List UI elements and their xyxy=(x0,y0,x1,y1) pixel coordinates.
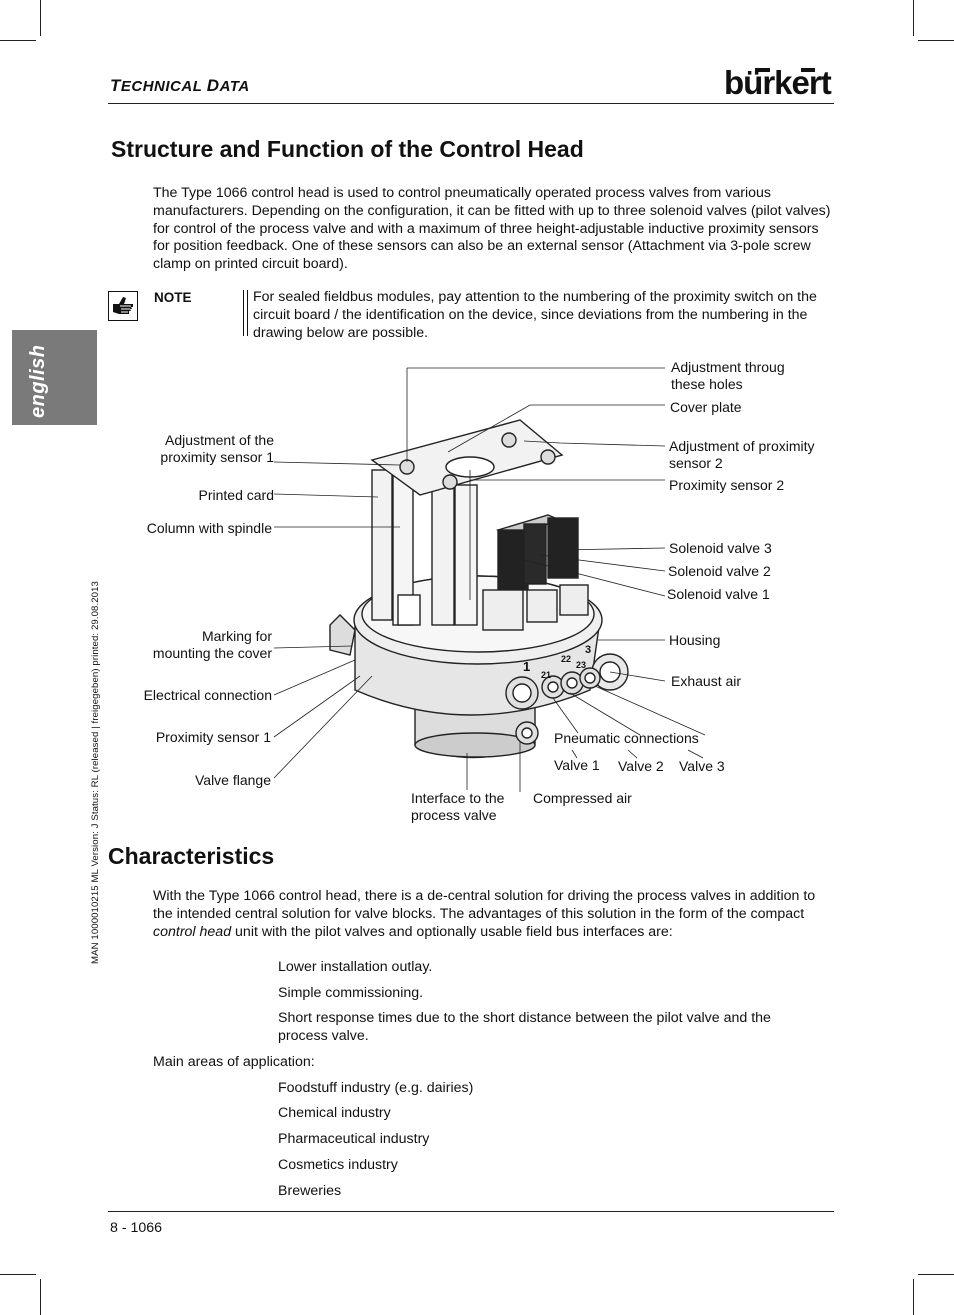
advantage-item: Lower installation outlay. xyxy=(278,959,433,975)
label-solenoid-valve-3: Solenoid valve 3 xyxy=(669,540,772,556)
application-areas-label: Main areas of application: xyxy=(153,1054,315,1070)
characteristics-intro: With the Type 1066 control head, there is a de-central solution for driving the process valves in addition to the intended central solution for valve blocks. The advantages of this solution in the form of the compact control head unit with the pilot valves and optionally usable field bus interfaces are: xyxy=(153,888,816,940)
label-adjust-holes: Adjustment throug these holes xyxy=(671,359,785,392)
label-compressed-air: Compressed air xyxy=(533,790,632,806)
label-solenoid-valve-1: Solenoid valve 1 xyxy=(667,586,770,602)
characteristics-heading: Characteristics xyxy=(108,843,275,869)
label-column-spindle: Column with spindle xyxy=(146,520,272,536)
label-cover-plate: Cover plate xyxy=(670,399,742,415)
label-interface-process-valve: Interface to the process valve xyxy=(411,790,505,823)
page-number: 8 - 1066 xyxy=(110,1220,163,1236)
label-marking-cover: Marking for mounting the cover xyxy=(152,628,272,661)
label-solenoid-valve-2: Solenoid valve 2 xyxy=(668,563,771,579)
application-item: Breweries xyxy=(278,1183,342,1199)
application-item: Pharmaceutical industry xyxy=(278,1131,430,1147)
note-label: NOTE xyxy=(154,290,192,305)
burkert-logo: bürkert xyxy=(724,64,831,101)
label-printed-card: Printed card xyxy=(198,487,274,503)
section-title: TECHNICAL DATA xyxy=(110,76,250,95)
advantage-item: Short response times due to the short distance between the pilot valve and the process valve. xyxy=(278,1010,771,1044)
label-proximity-sensor-1: Proximity sensor 1 xyxy=(155,729,271,745)
footer-rule xyxy=(108,1211,834,1212)
port-number-22: 22 xyxy=(561,654,572,664)
label-housing: Housing xyxy=(669,632,721,648)
port-number-3: 3 xyxy=(585,644,592,656)
document-meta: MAN 1000010215 ML Version: J Status: RL (released | freigegeben) printed: 29.08.2013 xyxy=(90,581,101,964)
label-adjust-sensor-1: Adjustment of the proximity sensor 1 xyxy=(160,432,274,465)
label-adjust-sensor-2: Adjustment of proximity sensor 2 xyxy=(669,438,815,471)
structure-intro: The Type 1066 control head is used to control pneumatically operated process valves from various manufacturers. Depending on the configuration, it can be fitted with up to three solenoid valves (pilot valves) for control of the process valve and with a maximum of three height-adjustable inductive proximity sensors for position feedback. One of these sensors can also be an external sensor (Attachment via 3-pole screw clamp on printed circuit board). xyxy=(153,185,831,273)
port-number-1: 1 xyxy=(523,659,531,674)
port-number-23: 23 xyxy=(576,660,587,670)
label-valve-2: Valve 2 xyxy=(618,758,664,774)
label-electrical-connection: Electrical connection xyxy=(143,687,272,703)
label-proximity-sensor-2: Proximity sensor 2 xyxy=(669,477,785,493)
label-valve-3: Valve 3 xyxy=(679,758,725,774)
application-item: Chemical industry xyxy=(278,1105,391,1121)
label-valve-1: Valve 1 xyxy=(554,757,600,773)
structure-heading: Structure and Function of the Control Head xyxy=(111,136,584,162)
application-item: Foodstuff industry (e.g. dairies) xyxy=(278,1080,474,1096)
application-item: Cosmetics industry xyxy=(278,1157,398,1173)
port-number-21: 21 xyxy=(541,670,552,680)
advantage-item: Simple commissioning. xyxy=(278,985,424,1001)
note-text: For sealed fieldbus modules, pay attention to the numbering of the proximity switch on the circuit board / the identification on the device, since deviations from the numbering in the drawing below are possible. xyxy=(253,289,817,341)
label-valve-flange: Valve flange xyxy=(194,772,271,788)
language-tab-label: english xyxy=(27,344,49,418)
label-exhaust-air: Exhaust air xyxy=(671,673,742,689)
label-pneumatic-connections: Pneumatic connections xyxy=(554,730,699,746)
